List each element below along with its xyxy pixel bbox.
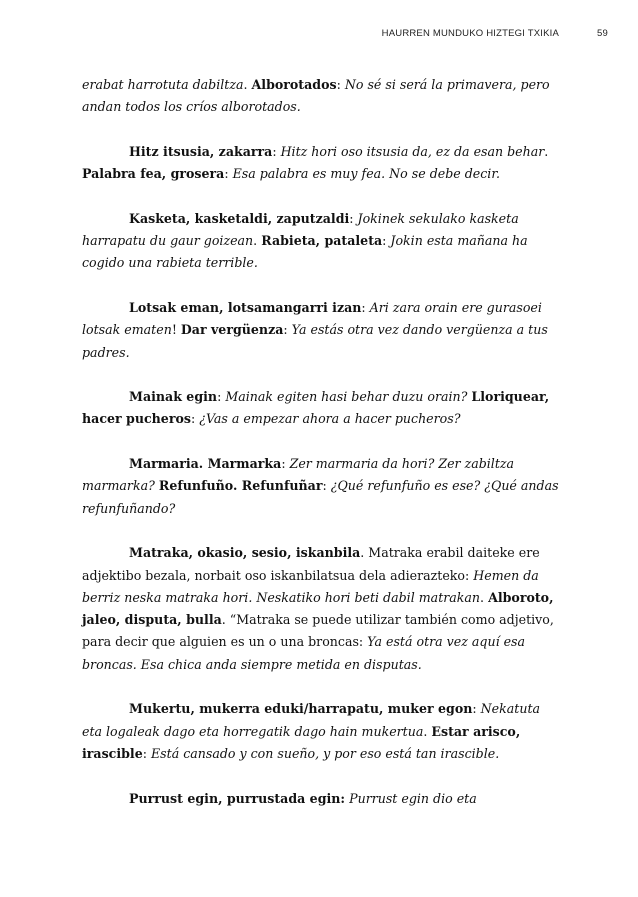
dictionary-entry xyxy=(82,141,562,186)
entry-text: : xyxy=(283,322,292,338)
entry-example: Ya está otra vez aquí esa broncas. Esa chica anda siempre metida en disputas. xyxy=(82,634,526,672)
entry-text: : xyxy=(224,166,233,182)
entry-example: Hemen da berriz neska matraka hori. Neskatiko hori beti dabil matrakan xyxy=(82,567,539,605)
running-title: HAURREN MUNDUKO HIZTEGI TXIKIA xyxy=(381,28,560,39)
dictionary-entry xyxy=(82,453,562,520)
entry-headword: Alborotados xyxy=(251,77,337,92)
dictionary-entry xyxy=(82,698,562,765)
entry-headword: Estar arisco, irascible xyxy=(82,723,521,761)
entry-example: Está cansado y con sueño, y por eso está tan irascible. xyxy=(150,745,500,761)
entry-text: : xyxy=(322,478,331,494)
entry-example: Esa palabra es muy fea. No se debe decir. xyxy=(232,166,500,182)
entry-headword: Dar vergüenza xyxy=(180,322,284,338)
entry-text: . xyxy=(253,233,262,249)
entry-text: . xyxy=(480,589,489,605)
entry-headword: Refunfuño. Refunfuñar xyxy=(158,478,323,494)
entry-text: : xyxy=(142,745,151,761)
dictionary-entry xyxy=(82,208,562,275)
entry-example: Ari zara orain ere gurasoei lotsak ematen xyxy=(82,299,542,338)
entry-example: Nekatuta eta logaleak dago eta horregatik dago hain mukertua xyxy=(82,701,541,739)
entry-text: . xyxy=(243,77,252,92)
entry-text: : xyxy=(382,233,391,249)
entry-example: Ya estás otra vez dando vergüenza a tus padres. xyxy=(82,322,548,360)
entry-text: . Matraka erabil daiteke ere adjektibo bezala, norbait oso iskanbilatsua dela adierazteko: xyxy=(82,545,540,583)
entry-text: : xyxy=(361,299,370,315)
entry-example: Mainak egiten hasi behar duzu orain? xyxy=(225,389,468,405)
entry-headword: Purrust egin, purrustada egin: xyxy=(129,790,346,806)
entry-headword: Mukertu, mukerra eduki/harrapatu, muker egon xyxy=(129,701,473,717)
entry-text: ! xyxy=(171,322,181,338)
entry-example: Purrust egin dio eta xyxy=(349,790,477,806)
entry-headword: Lotsak eman, lotsamangarri izan xyxy=(129,299,362,315)
entry-text: . “Matraka se puede utilizar también como adjetivo, para decir que alguien es un o una broncas: xyxy=(82,612,554,650)
entry-example: Zer marmaria da hori? Zer zabiltza marmarka? xyxy=(82,456,515,494)
entry-text: : xyxy=(472,701,481,717)
entry-text: : xyxy=(272,143,281,159)
entry-text: : xyxy=(281,456,290,472)
entry-headword: Matraka, okasio, sesio, iskanbila xyxy=(129,545,361,561)
entry-headword: Lloriquear, hacer pucheros xyxy=(82,389,550,427)
body-text xyxy=(82,74,562,832)
entry-headword: Marmaria. Marmarka xyxy=(129,456,282,472)
entry-example: Hitz hori oso itsusia da, ez da esan behar xyxy=(280,143,545,159)
entry-text: : xyxy=(217,389,226,405)
dictionary-entry xyxy=(82,74,562,119)
dictionary-entry xyxy=(82,542,562,676)
page-number: 59 xyxy=(597,28,608,39)
entry-text: : xyxy=(190,411,200,427)
dictionary-entry xyxy=(82,386,562,431)
entry-text: : xyxy=(336,77,345,92)
entry-headword: Kasketa, kasketaldi, zaputzaldi xyxy=(129,210,350,226)
entry-example: ¿Vas a empezar ahora a hacer pucheros? xyxy=(199,411,461,427)
entry-headword: Mainak egin xyxy=(129,389,218,405)
entry-text: . xyxy=(544,143,549,159)
entry-headword: Alboroto, jaleo, disputa, bulla xyxy=(82,589,554,628)
dictionary-entry xyxy=(82,788,562,810)
entry-example: Jokinek sekulako kasketa harrapatu du gaur goizean xyxy=(82,210,519,249)
entry-text: : xyxy=(349,210,358,226)
entry-headword: Hitz itsusia, zakarra xyxy=(129,143,273,159)
entry-example: erabat harrotuta dabiltza xyxy=(82,77,244,92)
entry-headword: Palabra fea, grosera xyxy=(82,166,225,182)
entry-example: ¿Qué refunfuño es ese? ¿Qué andas refunfuñando? xyxy=(82,478,559,516)
running-header xyxy=(382,28,608,39)
entry-headword: Rabieta, pataleta xyxy=(261,233,383,249)
entry-example: Jokin esta mañana ha cogido una rabieta terrible. xyxy=(82,233,528,271)
entry-text: . xyxy=(423,723,432,739)
dictionary-entry xyxy=(82,297,562,364)
entry-example: No sé si será la primavera, pero andan todos los críos alborotados. xyxy=(82,77,550,115)
